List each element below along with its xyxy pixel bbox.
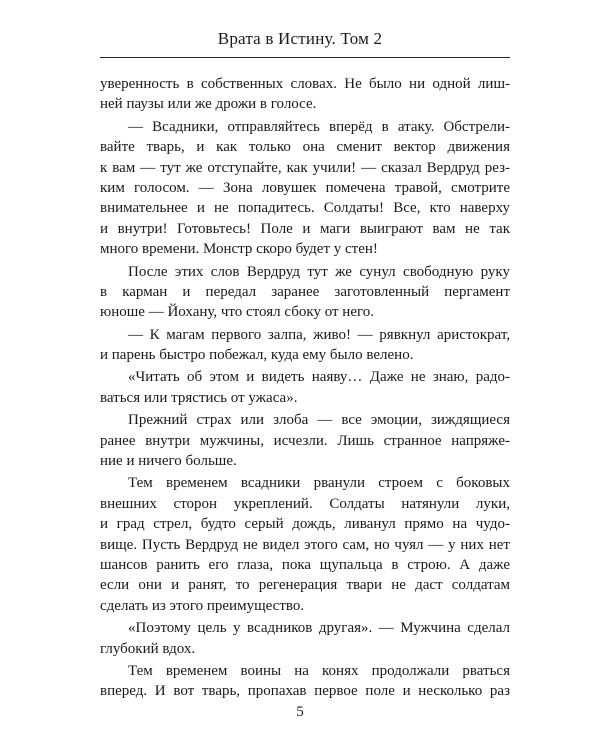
- text-line: и внутри! Готовьтесь! Поле и маги выиграют вам не так: [100, 220, 510, 237]
- paragraph: [100, 262, 510, 323]
- running-head-title: Врата в Истину. Том 2: [217, 29, 383, 48]
- text-line: в карман и передал заранее заготовленный пергамент: [100, 283, 510, 300]
- paragraph: [100, 74, 510, 115]
- body-text: [100, 74, 510, 702]
- text-line: сделать из этого преимущество.: [100, 597, 305, 614]
- text-line: — Всадники, отправляйтесь вперёд в атаку. Обстрели-: [128, 118, 510, 135]
- paragraph: [100, 117, 510, 260]
- paragraph: [100, 367, 510, 408]
- paragraph: [100, 618, 510, 659]
- text-line: Тем временем воины на конях продолжали рваться: [128, 662, 510, 679]
- header-rule: [100, 57, 510, 58]
- paragraph: [100, 410, 510, 471]
- paragraph: [100, 473, 510, 616]
- text-line: ваться или трястись от ужаса».: [100, 389, 298, 406]
- text-line: После этих слов Вердруд тут же сунул свободную руку: [128, 263, 510, 280]
- paragraph: [100, 325, 510, 366]
- text-line: глубокий вдох.: [100, 640, 196, 657]
- text-line: — К магам первого залпа, живо! — рявкнул аристократ,: [128, 326, 510, 343]
- text-line: уверенность в собственных словах. Не было ни одной лиш-: [100, 76, 510, 92]
- text-line: и парень быстро побежал, куда ему было велено.: [100, 347, 414, 364]
- text-line: если они и ранят, то регенерация твари не даст солдатам: [100, 577, 510, 594]
- text-line: вище. Пусть Вердруд не видел этого сам, но чуял — у них нет: [100, 536, 510, 553]
- text-line: Прежний страх или злоба — все эмоции, зиждящиеся: [128, 412, 510, 429]
- text-line: вперед. И вот тварь, пропахав первое поле и несколько раз: [100, 683, 510, 700]
- text-line: к вам — тут же отступайте, как учили! — сказал Вердруд рез-: [100, 159, 510, 176]
- text-line: и град стрел, будто серый дождь, ливанул прямо на чудо-: [100, 516, 510, 533]
- text-line: внимательнее и не попадитесь. Солдаты! Все, кто наверху: [100, 200, 510, 217]
- page-number: 5: [296, 704, 304, 720]
- text-line: ким голосом. — Зона ловушек помечена травой, смотрите: [100, 179, 510, 196]
- text-line: «Поэтому цель у всадников другая». — Мужчина сделал: [128, 620, 510, 637]
- text-line: много времени. Монстр скоро будет у стен!: [100, 241, 378, 258]
- text-line: внешних сторон укреплений. Солдаты натянули луки,: [100, 495, 510, 512]
- text-line: вайте тварь, и как только она сменит вектор движения: [100, 139, 510, 156]
- text-line: Тем временем всадники рванули строем с боковых: [128, 475, 510, 492]
- text-line: юноше — Йохану, что стоял сбоку от него.: [100, 304, 375, 321]
- text-line: шансов ранить его глаза, пока щупальца в строю. А даже: [100, 556, 510, 573]
- text-line: ранее внутри мужчины, исчезли. Лишь странное напряже-: [100, 432, 510, 449]
- paragraph: [100, 661, 510, 702]
- text-line: ней паузы или же дрожи в голосе.: [100, 96, 317, 113]
- text-line: ние и ничего больше.: [100, 453, 237, 470]
- text-line: «Читать об этом и видеть наяву… Даже не знаю, радо-: [128, 369, 510, 386]
